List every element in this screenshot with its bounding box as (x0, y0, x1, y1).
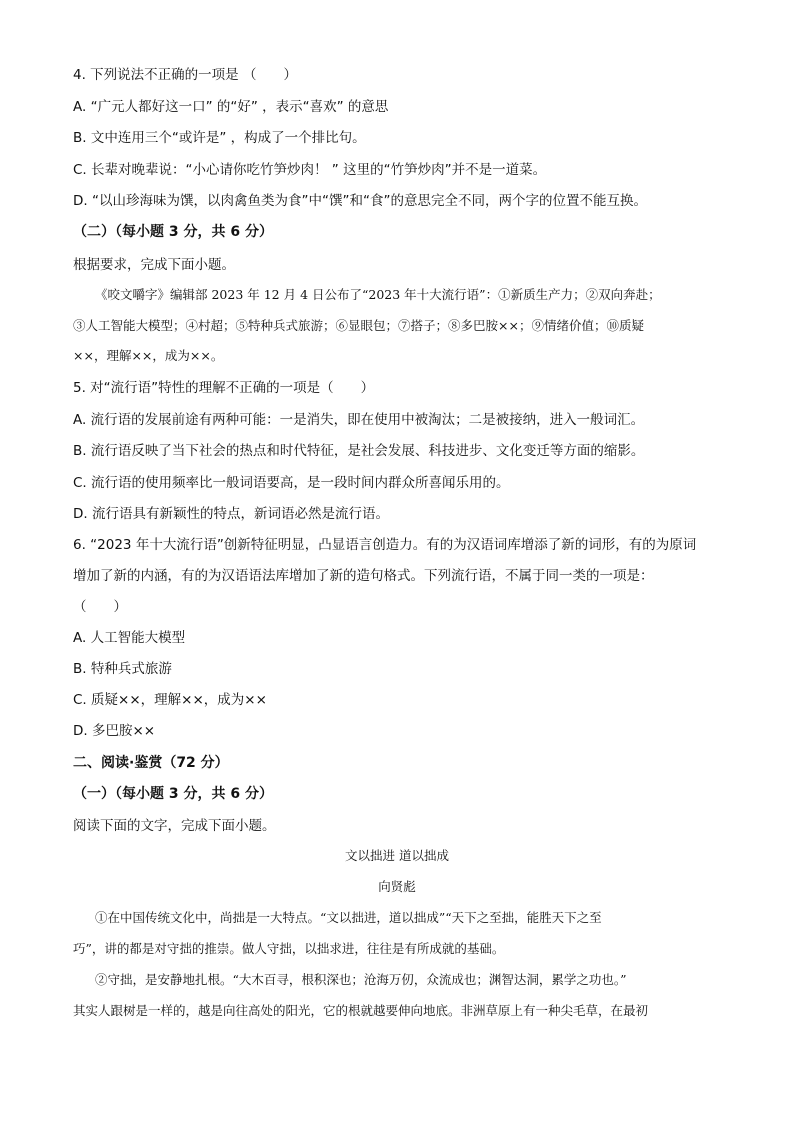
q5-option-a: A. 流行语的发展前途有两种可能：一是消失，即在使用中被淘汰；二是被接纳，进入一般词汇。 (73, 412, 645, 428)
q5-option-c: C. 流行语的使用频率比一般词语要高，是一段时间内群众所喜闻乐用的。 (73, 475, 510, 491)
q4-option-c: C. 长辈对晚辈说：“小心请你吃竹笋炒肉！ ” 这里的“竹笋炒肉”并不是一道菜。 (73, 162, 547, 178)
q5-option-b: B. 流行语反映了当下社会的热点和时代特征，是社会发展、科技进步、文化变迁等方面的缩影。 (73, 443, 645, 459)
q6-option-d: D. 多巴胺×× (73, 723, 156, 739)
q4-option-d: D. “以山珍海味为馔，以肉禽鱼类为食”中“馔”和“食”的意思完全不同，两个字的位置不能互换。 (73, 193, 647, 209)
q6-option-a: A. 人工智能大模型 (73, 630, 186, 646)
q5-stem: 5. 对“流行语”特性的理解不正确的一项是（ ） (73, 380, 375, 396)
part2-instruction: 阅读下面的文字，完成下面小题。 (73, 818, 276, 834)
section2-heading: （二）（每小题 3 分，共 6 分） (73, 224, 273, 240)
q6-stem-line-2: 增加了新的内涵，有的为汉语语法库增加了新的造句格式。下列流行语，不属于同一类的一项是： (73, 568, 654, 584)
q6-option-c: C. 质疑××，理解××，成为×× (73, 692, 267, 708)
article-line-1: ①在中国传统文化中，尚拙是一大特点。“文以拙进，道以拙成”“天下之至拙，能胜天下之至 (95, 910, 602, 925)
material-line-1: 《咬文嚼字》编辑部 2023 年 12 月 4 日公布了“2023 年十大流行语”：①新质生产力；②双向奔赴； (95, 287, 661, 302)
article-line-3: ②守拙，是安静地扎根。“大木百寻，根积深也；沧海万仞，众流成也；渊智达洞，累学之功也。” (95, 972, 627, 987)
article-line-4: 其实人跟树是一样的，越是向往高处的阳光，它的根就越要伸向地底。非洲草原上有一种尖毛草，在最初 (73, 1003, 649, 1018)
q4-option-a: A. “广元人都好这一口” 的“好” ，表示“喜欢” 的意思 (73, 99, 389, 115)
part2-sub-heading: （一）（每小题 3 分，共 6 分） (73, 786, 273, 802)
part2-heading: 二、阅读·鉴赏（72 分） (73, 755, 229, 771)
material-line-2: ③人工智能大模型；④村超；⑤特种兵式旅游；⑥显眼包；⑦搭子；⑧多巴胺××；⑨情绪价值；⑩质疑 (73, 318, 644, 333)
q6-stem-line-3: （ ） (73, 599, 127, 615)
q6-stem-line-1: 6. “2023 年十大流行语”创新特征明显，凸显语言创造力。有的为汉语词库增添了新的词形，有的为原词 (73, 537, 697, 553)
article-line-2: 巧”，讲的都是对守拙的推崇。做人守拙，以拙求进，往往是有所成就的基础。 (73, 941, 505, 956)
material-line-3: ××，理解××，成为××。 (73, 348, 224, 363)
q4-stem: 4. 下列说法不正确的一项是 （ ） (73, 67, 297, 83)
q6-option-b: B. 特种兵式旅游 (73, 661, 172, 677)
section2-instruction: 根据要求，完成下面小题。 (73, 257, 235, 273)
q4-option-b: B. 文中连用三个“或许是” ，构成了一个排比句。 (73, 130, 366, 146)
q5-option-d: D. 流行语具有新颖性的特点，新词语必然是流行语。 (73, 506, 389, 522)
article-title: 文以拙进 道以拙成 (345, 848, 449, 863)
article-author: 向贤彪 (378, 879, 416, 894)
